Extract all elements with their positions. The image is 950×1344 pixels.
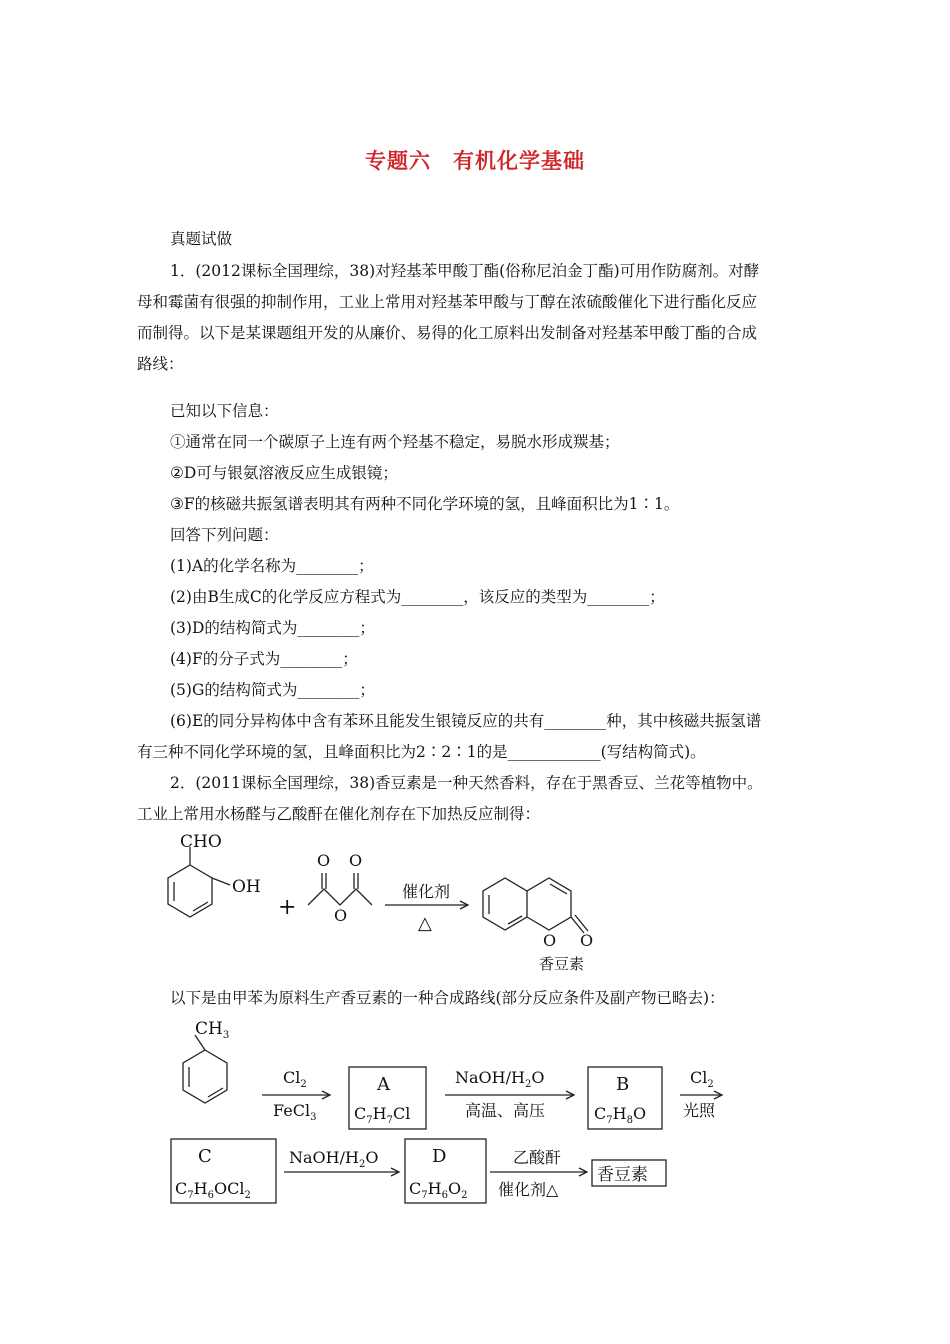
known-item-1: ①通常在同一个碳原子上连有两个羟基不稳定，易脱水形成羰基； — [170, 433, 620, 451]
question-1: (1)A的化学名称为________； — [170, 557, 374, 575]
step5-conditions: 催化剂△ — [498, 1180, 559, 1199]
step2-reagent: NaOH/$H_2O$ — [455, 1068, 545, 1090]
compound-a-formula: $C_7H_7Cl$ — [354, 1104, 411, 1126]
q1-line-4: 路线： — [137, 355, 184, 373]
step1-catalyst: FeCl$_3$ — [273, 1101, 317, 1123]
q1-line-3: 而制得。以下是某课题组开发的从廉价、易得的化工原料出发制备对羟基苯甲酸丁酯的合成 — [137, 324, 758, 342]
cho-label: CHO — [180, 832, 222, 852]
step3-conditions: 光照 — [683, 1101, 716, 1120]
coumarin-reaction-scheme — [0, 825, 950, 980]
compound-d-formula: $C_7H_6O_2$ — [409, 1179, 468, 1201]
q2-line-2: 工业上常用水杨醛与乙酸酐在催化剂存在下加热反应制得： — [137, 805, 541, 823]
step1-reagent: $Cl_2$ — [283, 1068, 307, 1090]
synthesis-route — [0, 1010, 950, 1210]
known-item-3: ③F的核磁共振氢谱表明其有两种不同化学环境的氢，且峰面积比为1∶1。 — [170, 495, 680, 513]
question-5: (5)G的结构简式为________； — [170, 681, 375, 699]
anhydride-carbonyl-o-2: O — [349, 851, 363, 870]
known-title: 已知以下信息： — [170, 402, 279, 420]
section-heading: 真题试做 — [170, 230, 233, 248]
question-6-cont: 有三种不同化学环境的氢，且峰面积比为2∶2∶1的是____________(写结构简式)。 — [137, 743, 706, 761]
carbonyl-oxygen: O — [580, 931, 594, 950]
ring-oxygen: O — [543, 931, 557, 950]
toluene-ch3: $CH_3$ — [195, 1019, 230, 1041]
question-3: (3)D的结构简式为________； — [170, 619, 375, 637]
heat-symbol: △ — [418, 913, 432, 934]
compound-c-label: C — [198, 1146, 212, 1167]
q1-line-2: 母和霉菌有很强的抑制作用，工业上常用对羟基苯甲酸与丁醇在浓硫酸催化下进行酯化反应 — [137, 293, 758, 311]
compound-b-formula: $C_7H_8O$ — [594, 1104, 647, 1126]
plus-sign: + — [278, 895, 297, 920]
oh-label: OH — [232, 877, 261, 897]
step4-reagent: NaOH/$H_2O$ — [289, 1148, 379, 1170]
anhydride-bridge-o: O — [334, 906, 348, 925]
question-6: (6)E的同分异构体中含有苯环且能发生银镜反应的共有________种，其中核磁共振氢谱 — [170, 712, 762, 730]
known-item-2: ②D可与银氨溶液反应生成银镜； — [170, 464, 398, 482]
step3-reagent: $Cl_2$ — [690, 1068, 714, 1090]
compound-b-label: B — [616, 1074, 630, 1095]
route-intro: 以下是由甲苯为原料生产香豆素的一种合成路线(部分反应条件及副产物已略去)： — [170, 989, 725, 1007]
catalyst-label: 催化剂 — [402, 882, 451, 901]
step2-conditions: 高温、高压 — [465, 1101, 546, 1120]
compound-a-label: A — [377, 1074, 390, 1095]
compound-c-formula: $C_7H_6OCl_2$ — [175, 1179, 251, 1201]
answer-title: 回答下列问题： — [170, 526, 279, 544]
page-title: 专题六 有机化学基础 — [365, 149, 585, 173]
question-4: (4)F的分子式为________； — [170, 650, 358, 668]
compound-d-label: D — [432, 1146, 447, 1167]
final-product: 香豆素 — [597, 1165, 648, 1185]
anhydride-carbonyl-o-1: O — [317, 851, 331, 870]
q1-line-1: 1．(2012课标全国理综，38)对羟基苯甲酸丁酯(俗称尼泊金丁酯)可用作防腐剂。对酵 — [170, 262, 760, 280]
q2-line-1: 2．(2011课标全国理综，38)香豆素是一种天然香料，存在于黑香豆、兰花等植物中。 — [170, 774, 763, 792]
step5-reagent: 乙酸酐 — [513, 1148, 562, 1167]
question-2: (2)由B生成C的化学反应方程式为________，该反应的类型为________； — [170, 588, 665, 606]
coumarin-name: 香豆素 — [539, 955, 585, 973]
